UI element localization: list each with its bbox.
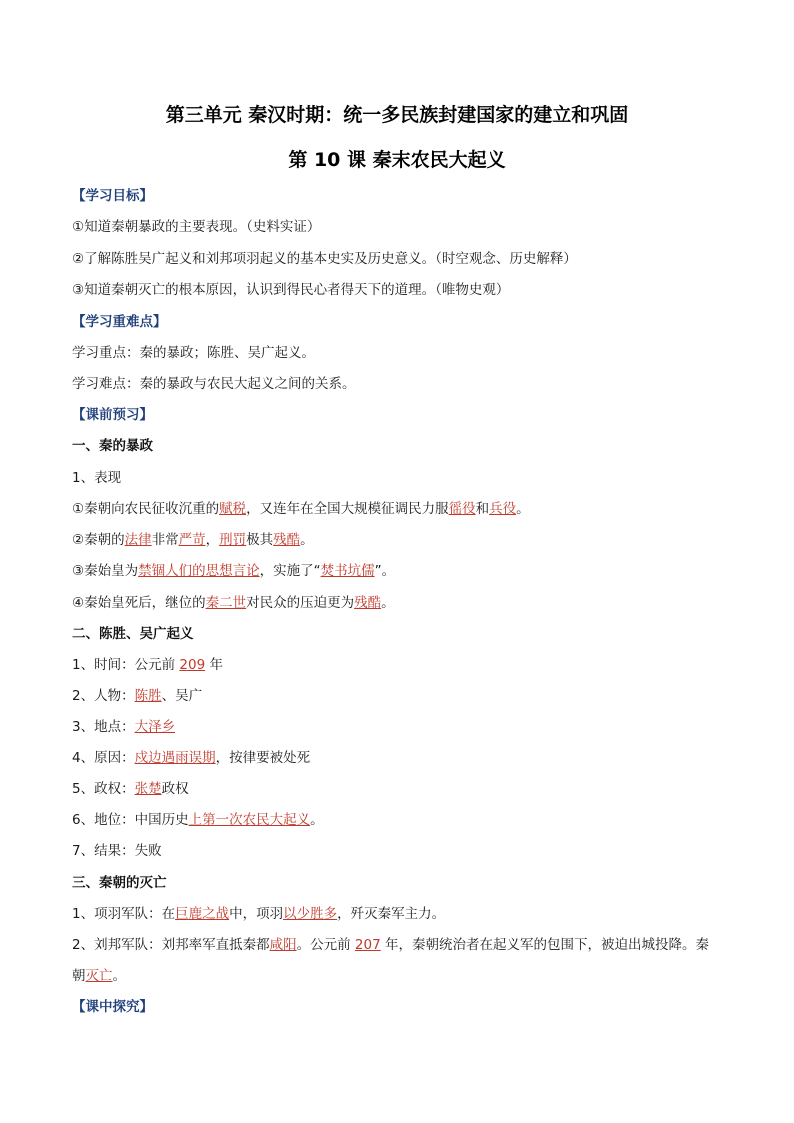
objective-2: ②了解陈胜吴广起义和刘邦项羽起义的基本史实及历史意义。（时空观念、历史解释） — [72, 251, 577, 267]
text: 朝 — [72, 968, 86, 984]
text: ”。 — [374, 563, 396, 579]
fall-liu-bang-2 — [72, 967, 126, 985]
uprising-cause — [72, 749, 310, 767]
tyranny-line-3 — [72, 562, 395, 580]
tyranny-line-2 — [72, 531, 314, 549]
answer-blank: 法律 — [124, 532, 152, 548]
text: 6、地位：中国历史 — [72, 812, 189, 828]
answer-blank: 赋税 — [219, 501, 247, 517]
section-3-title: 三、秦朝的灭亡 — [72, 875, 167, 891]
tyranny-line-4 — [72, 594, 395, 612]
uprising-status — [72, 811, 324, 829]
uprising-time — [72, 656, 223, 674]
text: ③秦始皇为 — [72, 563, 139, 579]
answer-blank: 陈胜 — [134, 688, 162, 704]
preview-heading: 【课前预习】 — [72, 407, 153, 423]
text: ②秦朝的 — [72, 532, 125, 548]
text: ④秦始皇死后，继位的 — [72, 595, 206, 611]
objective-3: ③知道秦朝灭亡的根本原因，认识到得民心者得天下的道理。（唯物史观） — [72, 282, 510, 298]
text: 5、政权： — [72, 781, 135, 797]
fall-xiang-yu — [72, 905, 445, 923]
uprising-result: 7、结果：失败 — [72, 843, 162, 859]
text: 、吴广 — [161, 688, 203, 704]
answer-blank: 咸阳 — [269, 937, 297, 953]
section-1-title: 一、秦的暴政 — [72, 438, 153, 454]
text: 。 — [381, 595, 395, 611]
answer-blank: 灭亡 — [85, 968, 113, 984]
text: 年，秦朝统治者在起义军的包围下，被迫出城投降。秦 — [380, 937, 709, 953]
text: 1、时间：公元前 — [72, 657, 180, 673]
section-1-sub: 1、表现 — [72, 470, 122, 486]
tyranny-line-1 — [72, 500, 530, 518]
text: ，实施了“ — [259, 563, 321, 579]
answer-blank: 巨鹿之战 — [175, 906, 230, 922]
text: 。公元前 — [296, 937, 355, 953]
answer-blank: 焚书坑儒 — [320, 563, 375, 579]
answer-blank: 刑罚 — [219, 532, 247, 548]
answer-blank: 兵役 — [489, 501, 517, 517]
text: 和 — [475, 501, 490, 517]
text: 。 — [300, 532, 314, 548]
text: ①秦朝向农民征收沉重的 — [72, 501, 220, 517]
inclass-heading: 【课中探究】 — [72, 999, 153, 1015]
answer-blank: 秦二世 — [205, 595, 247, 611]
answer-blank: 徭役 — [448, 501, 476, 517]
answer-blank: 残酷 — [273, 532, 301, 548]
text: 中，项羽 — [229, 906, 284, 922]
answer-blank: 严苛 — [178, 532, 206, 548]
answer-blank: 上第一次农民大起义 — [188, 812, 311, 828]
answer-blank: 以少胜多 — [283, 906, 338, 922]
text: 4、原因： — [72, 750, 135, 766]
answer-blank: 残酷 — [354, 595, 382, 611]
section-2-title: 二、陈胜、吴广起义 — [72, 626, 194, 642]
text: 2、刘邦军队：刘邦率军直抵秦都 — [72, 937, 270, 953]
objective-1: ①知道秦朝暴政的主要表现。（史料实证） — [72, 219, 321, 235]
uprising-place — [72, 718, 175, 736]
text: 极其 — [246, 532, 274, 548]
key-difficulty: 学习难点：秦的暴政与农民大起义之间的关系。 — [72, 376, 356, 392]
answer-blank: 209 — [179, 657, 206, 673]
uprising-people — [72, 687, 202, 705]
text: ，歼灭秦军主力。 — [337, 906, 446, 922]
answer-blank: 张楚 — [134, 781, 162, 797]
answer-blank: 禁锢人们的思想言论 — [138, 563, 260, 579]
text: 。 — [112, 968, 126, 984]
text: ，又连年在全国大规模征调民力服 — [246, 501, 449, 517]
uprising-regime — [72, 780, 189, 798]
keypoints-heading: 【学习重难点】 — [72, 314, 167, 330]
text: 。 — [516, 501, 530, 517]
text: 年 — [205, 657, 223, 673]
answer-blank: 大泽乡 — [134, 719, 176, 735]
answer-blank: 207 — [354, 937, 381, 953]
lesson-title: 第 10 课 秦末农民大起义 — [288, 149, 506, 171]
fall-liu-bang-1 — [72, 936, 709, 954]
key-focus: 学习重点：秦的暴政；陈胜、吴广起义。 — [72, 345, 315, 361]
objectives-heading: 【学习目标】 — [72, 188, 153, 204]
text: 。 — [310, 812, 324, 828]
text: 对民众的压迫更为 — [246, 595, 355, 611]
text: 3、地点： — [72, 719, 135, 735]
text: 2、人物： — [72, 688, 135, 704]
text: ，按律要被处死 — [215, 750, 311, 766]
text: 非常 — [151, 532, 179, 548]
answer-blank: 戍边遇雨误期 — [134, 750, 216, 766]
unit-title: 第三单元 秦汉时期：统一多民族封建国家的建立和巩固 — [165, 104, 629, 126]
text: ， — [205, 532, 220, 548]
text: 1、项羽军队：在 — [72, 906, 176, 922]
text: 政权 — [161, 781, 189, 797]
